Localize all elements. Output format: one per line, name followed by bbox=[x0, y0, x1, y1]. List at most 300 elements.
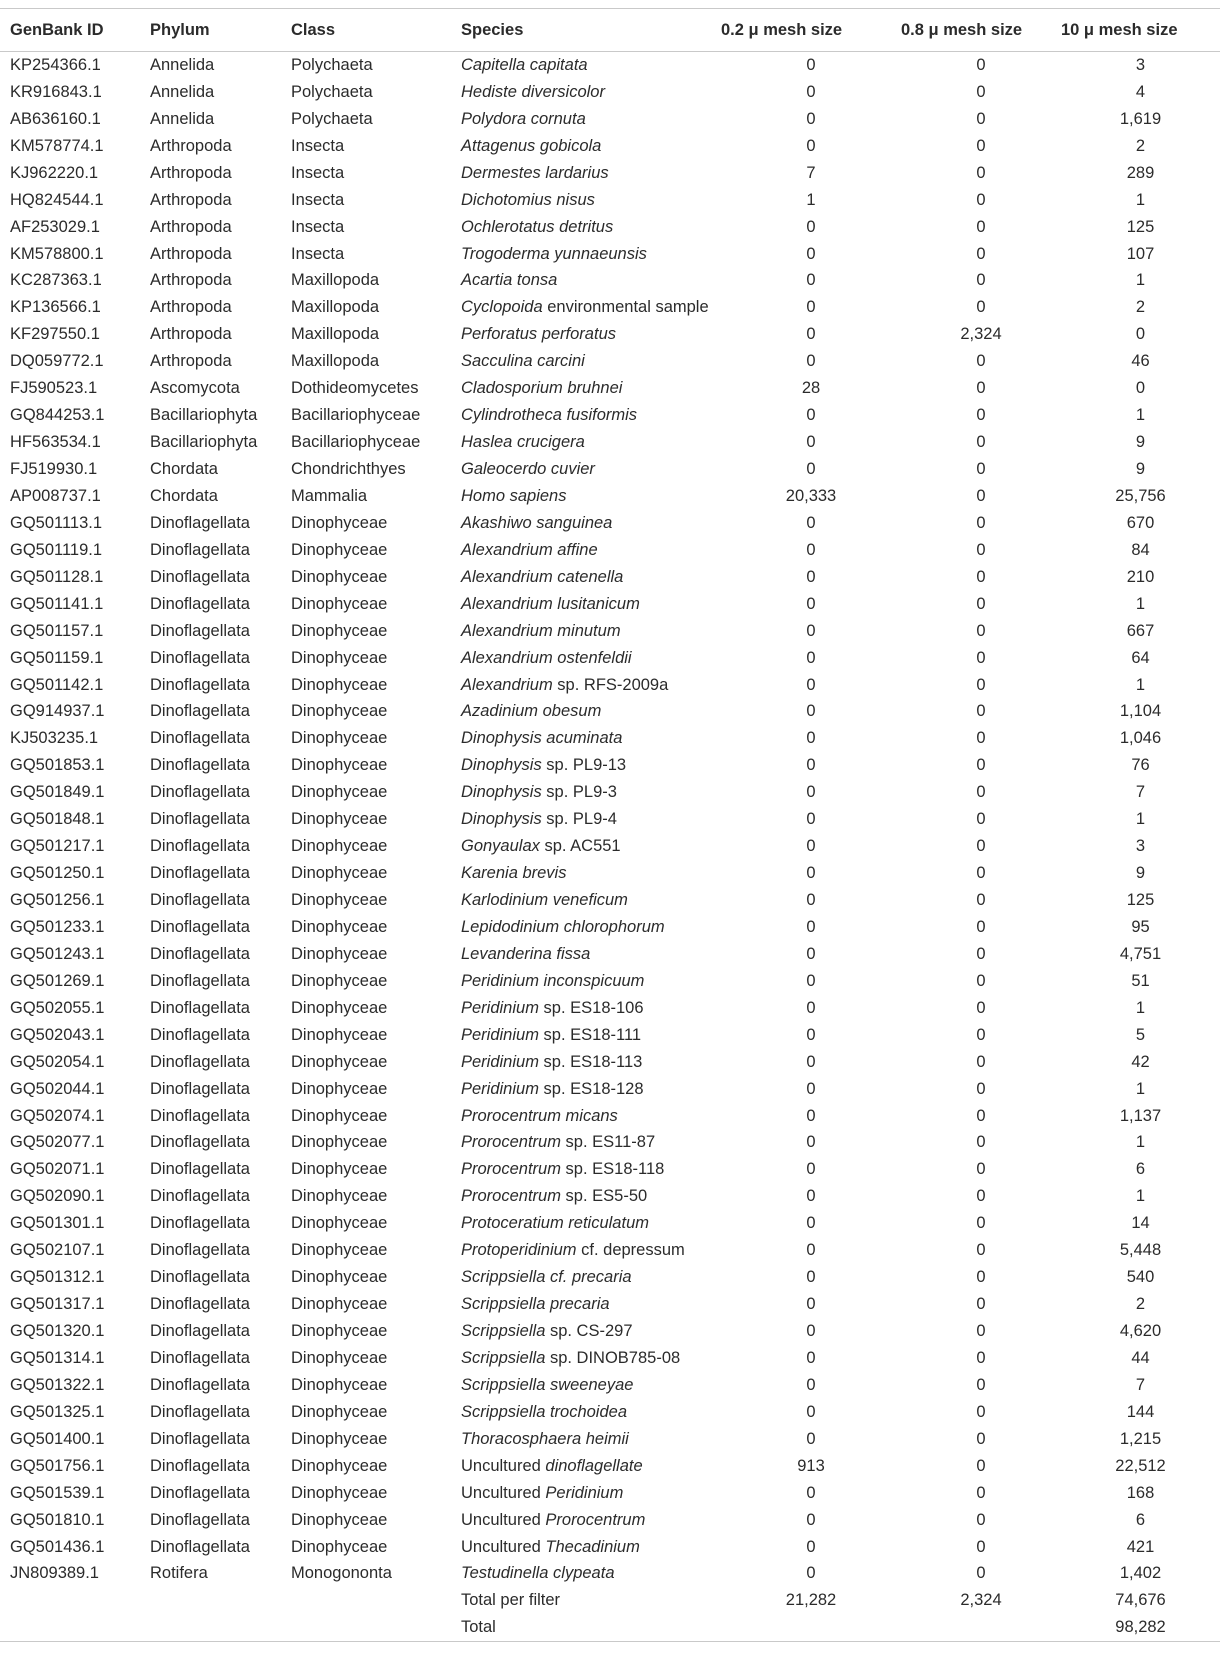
mesh-10-cell: 7 bbox=[1135, 783, 1146, 802]
genbank-id-cell: AB636160.1 bbox=[10, 109, 101, 128]
table-row bbox=[0, 160, 1220, 187]
class-cell: Dothideomycetes bbox=[291, 379, 419, 398]
mesh-0-8-cell: 0 bbox=[976, 1456, 986, 1475]
genbank-id-cell: GQ502090.1 bbox=[10, 1187, 105, 1206]
species-italic: Alexandrium minutum bbox=[461, 621, 621, 640]
mesh-0-2-cell: 0 bbox=[806, 702, 816, 721]
species-cell bbox=[461, 52, 721, 79]
genbank-id-cell: GQ501113.1 bbox=[10, 513, 103, 532]
mesh-0-8-cell: 0 bbox=[976, 621, 986, 640]
class-cell: Dinophyceae bbox=[291, 944, 388, 963]
species-italic: Cylindrotheca fusiformis bbox=[461, 406, 638, 425]
mesh-10-cell: 2 bbox=[1135, 136, 1146, 155]
species-italic: Haslea crucigera bbox=[461, 433, 585, 452]
species-italic: Scrippsiella sweeneyae bbox=[461, 1375, 634, 1394]
phylum-cell: Dinoflagellata bbox=[150, 567, 250, 586]
mesh-0-8-cell: 0 bbox=[976, 944, 986, 963]
species-italic: Akashiwo sanguinea bbox=[461, 513, 613, 532]
species-italic: Protoperidinium bbox=[461, 1241, 577, 1260]
mesh-0-2-cell: 0 bbox=[806, 783, 816, 802]
class-cell: Dinophyceae bbox=[291, 1375, 388, 1394]
class-cell: Dinophyceae bbox=[291, 1079, 388, 1098]
species-cell bbox=[461, 1534, 721, 1561]
phylum-cell: Dinoflagellata bbox=[150, 971, 250, 990]
mesh-0-2-cell: 0 bbox=[806, 567, 816, 586]
genbank-id-cell: KP136566.1 bbox=[10, 298, 101, 317]
phylum-cell: Dinoflagellata bbox=[150, 1483, 250, 1502]
class-cell: Insecta bbox=[291, 136, 345, 155]
class-cell: Dinophyceae bbox=[291, 1456, 388, 1475]
species-cell bbox=[461, 1156, 721, 1183]
genbank-id-cell: GQ502077.1 bbox=[10, 1133, 105, 1152]
mesh-10-cell: 1 bbox=[1135, 998, 1146, 1017]
mesh-0-8-cell: 2,324 bbox=[960, 325, 1002, 344]
mesh-0-2-cell: 0 bbox=[806, 217, 816, 236]
mesh-10-cell: 210 bbox=[1126, 567, 1155, 586]
class-cell: Dinophyceae bbox=[291, 702, 388, 721]
mesh-10-cell: 667 bbox=[1126, 621, 1155, 640]
phylum-cell: Dinoflagellata bbox=[150, 1537, 250, 1556]
mesh-10-cell: 125 bbox=[1126, 217, 1155, 236]
class-cell: Dinophyceae bbox=[291, 567, 388, 586]
species-cell bbox=[461, 187, 721, 214]
species-cell bbox=[461, 591, 721, 618]
phylum-cell: Annelida bbox=[150, 109, 215, 128]
mesh-10-cell: 3 bbox=[1135, 55, 1146, 74]
table-row bbox=[0, 1318, 1220, 1345]
table-row bbox=[0, 510, 1220, 537]
genbank-id-cell: GQ501250.1 bbox=[10, 864, 105, 883]
mesh-0-8-cell: 0 bbox=[976, 1160, 986, 1179]
mesh-0-8-cell: 0 bbox=[976, 1510, 986, 1529]
mesh-0-8-cell: 0 bbox=[976, 82, 986, 101]
header-class: Class bbox=[291, 9, 461, 52]
mesh-0-8-cell: 0 bbox=[976, 648, 986, 667]
phylum-cell: Dinoflagellata bbox=[150, 1375, 250, 1394]
phylum-cell: Dinoflagellata bbox=[150, 513, 250, 532]
mesh-0-2-cell: 0 bbox=[806, 244, 816, 263]
class-cell: Dinophyceae bbox=[291, 864, 388, 883]
species-cell bbox=[461, 1130, 721, 1157]
mesh-10-cell: 25,756 bbox=[1115, 486, 1166, 505]
mesh-0-8-cell: 0 bbox=[976, 271, 986, 290]
class-cell: Polychaeta bbox=[291, 55, 373, 74]
mesh-0-2-cell: 0 bbox=[806, 971, 816, 990]
species-italic: Dinophysis bbox=[461, 783, 542, 802]
genbank-id-cell: GQ501269.1 bbox=[10, 971, 105, 990]
species-cell bbox=[461, 133, 721, 160]
phylum-cell: Dinoflagellata bbox=[150, 783, 250, 802]
species-cell bbox=[461, 1318, 721, 1345]
mesh-0-2-cell: 0 bbox=[806, 298, 816, 317]
genbank-id-cell: KM578774.1 bbox=[10, 136, 104, 155]
phylum-cell: Dinoflagellata bbox=[150, 540, 250, 559]
species-italic: Peridinium inconspicuum bbox=[461, 971, 645, 990]
header-genbank-id: GenBank ID bbox=[0, 9, 150, 52]
mesh-0-2-cell: 0 bbox=[806, 1348, 816, 1367]
table-row bbox=[0, 1103, 1220, 1130]
table-row bbox=[0, 537, 1220, 564]
genbank-id-cell: GQ501256.1 bbox=[10, 891, 105, 910]
table-row bbox=[0, 456, 1220, 483]
species-italic: Polydora cornuta bbox=[461, 109, 586, 128]
genbank-id-cell: GQ501142.1 bbox=[10, 675, 104, 694]
total-mesh-10: 74,676 bbox=[1115, 1591, 1166, 1610]
phylum-cell: Dinoflagellata bbox=[150, 729, 250, 748]
phylum-cell: Arthropoda bbox=[150, 271, 232, 290]
mesh-0-2-cell: 0 bbox=[806, 729, 816, 748]
mesh-10-cell: 84 bbox=[1131, 540, 1150, 559]
phylum-cell: Dinoflagellata bbox=[150, 1322, 250, 1341]
species-cell bbox=[461, 1237, 721, 1264]
class-cell: Dinophyceae bbox=[291, 1106, 388, 1125]
species-suffix: cf. depressum bbox=[576, 1241, 685, 1260]
class-cell: Dinophyceae bbox=[291, 917, 388, 936]
mesh-0-2-cell: 0 bbox=[806, 109, 816, 128]
mesh-0-8-cell: 0 bbox=[976, 486, 986, 505]
species-cell bbox=[461, 752, 721, 779]
phylum-cell: Dinoflagellata bbox=[150, 1348, 250, 1367]
phylum-cell: Dinoflagellata bbox=[150, 1025, 250, 1044]
species-prefix: Uncultured bbox=[461, 1510, 546, 1529]
species-italic: Alexandrium lusitanicum bbox=[461, 594, 640, 613]
table-row bbox=[0, 1291, 1220, 1318]
species-italic: Dinophysis acuminata bbox=[461, 729, 623, 748]
table-row bbox=[0, 1372, 1220, 1399]
mesh-0-2-cell: 0 bbox=[806, 1402, 816, 1421]
mesh-0-8-cell: 0 bbox=[976, 1402, 986, 1421]
table-row bbox=[0, 779, 1220, 806]
species-italic: Prorocentrum bbox=[461, 1160, 561, 1179]
species-italic: Peridinium bbox=[461, 998, 539, 1017]
table-row bbox=[0, 1049, 1220, 1076]
genbank-id-cell: GQ501157.1 bbox=[10, 621, 104, 640]
species-cell bbox=[461, 1103, 721, 1130]
mesh-0-8-cell: 0 bbox=[976, 1295, 986, 1314]
class-cell: Dinophyceae bbox=[291, 1348, 388, 1367]
mesh-0-2-cell: 0 bbox=[806, 594, 816, 613]
table-row bbox=[0, 833, 1220, 860]
mesh-10-cell: 1 bbox=[1135, 271, 1146, 290]
genbank-id-cell: GQ501849.1 bbox=[10, 783, 105, 802]
genbank-id-cell: KF297550.1 bbox=[10, 325, 100, 344]
class-cell: Maxillopoda bbox=[291, 298, 380, 317]
species-cell bbox=[461, 645, 721, 672]
mesh-0-8-cell: 0 bbox=[976, 163, 986, 182]
species-italic: Protoceratium reticulatum bbox=[461, 1214, 649, 1233]
genbank-id-cell: GQ501756.1 bbox=[10, 1456, 105, 1475]
mesh-0-8-cell: 0 bbox=[976, 433, 986, 452]
species-italic: Ochlerotatus detritus bbox=[461, 217, 614, 236]
table-row bbox=[0, 1076, 1220, 1103]
mesh-10-cell: 125 bbox=[1126, 891, 1155, 910]
mesh-10-cell: 6 bbox=[1135, 1510, 1146, 1529]
genbank-id-cell: KM578800.1 bbox=[10, 244, 104, 263]
mesh-0-2-cell: 0 bbox=[806, 864, 816, 883]
genbank-id-cell: GQ501217.1 bbox=[10, 837, 105, 856]
mesh-0-8-cell: 0 bbox=[976, 1322, 986, 1341]
species-suffix: sp. ES5-50 bbox=[560, 1187, 648, 1206]
mesh-0-8-cell: 0 bbox=[976, 1375, 986, 1394]
class-cell: Dinophyceae bbox=[291, 729, 388, 748]
species-italic: Thecadinium bbox=[545, 1537, 640, 1556]
species-italic: Hediste diversicolor bbox=[461, 82, 605, 101]
mesh-0-2-cell: 0 bbox=[806, 540, 816, 559]
mesh-0-2-cell: 0 bbox=[806, 1295, 816, 1314]
mesh-10-cell: 289 bbox=[1126, 163, 1155, 182]
species-cell bbox=[461, 1372, 721, 1399]
class-cell: Dinophyceae bbox=[291, 540, 388, 559]
header-phylum: Phylum bbox=[150, 9, 291, 52]
species-cell bbox=[461, 887, 721, 914]
mesh-10-cell: 1,619 bbox=[1119, 109, 1162, 128]
phylum-cell: Dinoflagellata bbox=[150, 1187, 250, 1206]
phylum-cell: Dinoflagellata bbox=[150, 1268, 250, 1287]
mesh-0-2-cell: 0 bbox=[806, 406, 816, 425]
species-suffix: sp. ES11-87 bbox=[560, 1133, 656, 1152]
table-row bbox=[0, 133, 1220, 160]
table-row bbox=[0, 79, 1220, 106]
table-row bbox=[0, 106, 1220, 133]
genbank-id-cell: AF253029.1 bbox=[10, 217, 100, 236]
total-row bbox=[0, 1587, 1220, 1614]
mesh-10-cell: 1,046 bbox=[1119, 729, 1162, 748]
species-italic: Cyclopoida bbox=[461, 298, 543, 317]
genbank-id-cell: GQ502044.1 bbox=[10, 1079, 105, 1098]
mesh-0-8-cell: 0 bbox=[976, 1106, 986, 1125]
mesh-0-8-cell: 0 bbox=[976, 864, 986, 883]
mesh-10-cell: 1 bbox=[1135, 675, 1146, 694]
genbank-id-cell: GQ501539.1 bbox=[10, 1483, 105, 1502]
species-suffix: sp. PL9-3 bbox=[541, 783, 617, 802]
mesh-0-8-cell: 0 bbox=[976, 379, 986, 398]
genbank-id-cell: GQ501322.1 bbox=[10, 1375, 105, 1394]
mesh-0-2-cell: 0 bbox=[806, 55, 816, 74]
species-cell bbox=[461, 79, 721, 106]
genbank-id-cell: GQ501128.1 bbox=[10, 567, 104, 586]
class-cell: Dinophyceae bbox=[291, 971, 388, 990]
phylum-cell: Dinoflagellata bbox=[150, 864, 250, 883]
genbank-id-cell: KP254366.1 bbox=[10, 55, 101, 74]
class-cell: Maxillopoda bbox=[291, 271, 380, 290]
mesh-0-2-cell: 0 bbox=[806, 1106, 816, 1125]
mesh-10-cell: 22,512 bbox=[1115, 1456, 1166, 1475]
phylum-cell: Chordata bbox=[150, 486, 218, 505]
class-cell: Dinophyceae bbox=[291, 1402, 388, 1421]
mesh-0-8-cell: 0 bbox=[976, 1537, 986, 1556]
table-row bbox=[0, 941, 1220, 968]
mesh-0-2-cell: 0 bbox=[806, 837, 816, 856]
table-row bbox=[0, 672, 1220, 699]
species-suffix: sp. ES18-113 bbox=[538, 1052, 643, 1071]
mesh-10-cell: 76 bbox=[1131, 756, 1150, 775]
mesh-0-8-cell: 0 bbox=[976, 1241, 986, 1260]
mesh-10-cell: 51 bbox=[1131, 971, 1150, 990]
species-cell bbox=[461, 995, 721, 1022]
phylum-cell: Dinoflagellata bbox=[150, 675, 250, 694]
mesh-0-2-cell: 0 bbox=[806, 82, 816, 101]
genbank-id-cell: GQ501436.1 bbox=[10, 1537, 105, 1556]
mesh-0-2-cell: 0 bbox=[806, 998, 816, 1017]
mesh-10-cell: 144 bbox=[1126, 1402, 1155, 1421]
class-cell: Dinophyceae bbox=[291, 1268, 388, 1287]
table-row bbox=[0, 1264, 1220, 1291]
genbank-id-cell: GQ502071.1 bbox=[10, 1160, 105, 1179]
phylum-cell: Arthropoda bbox=[150, 298, 232, 317]
header-mesh-10: 10 μ mesh size bbox=[1061, 9, 1220, 52]
mesh-0-2-cell: 0 bbox=[806, 810, 816, 829]
genbank-id-cell: AP008737.1 bbox=[10, 486, 101, 505]
species-cell bbox=[461, 1561, 721, 1588]
total-mesh-0-2 bbox=[721, 1614, 901, 1641]
table-row bbox=[0, 348, 1220, 375]
table-row bbox=[0, 1130, 1220, 1157]
species-suffix: cf. precaria bbox=[545, 1268, 632, 1287]
species-cell bbox=[461, 214, 721, 241]
genbank-id-cell: GQ502054.1 bbox=[10, 1052, 105, 1071]
mesh-0-2-cell: 28 bbox=[801, 379, 821, 398]
table-row bbox=[0, 1453, 1220, 1480]
species-cell bbox=[461, 429, 721, 456]
species-cell bbox=[461, 699, 721, 726]
class-cell: Dinophyceae bbox=[291, 1052, 388, 1071]
mesh-0-2-cell: 1 bbox=[806, 190, 816, 209]
phylum-cell: Dinoflagellata bbox=[150, 648, 250, 667]
species-italic: Sacculina carcini bbox=[461, 352, 585, 371]
genbank-id-cell: GQ501314.1 bbox=[10, 1348, 105, 1367]
species-cell bbox=[461, 1264, 721, 1291]
mesh-0-8-cell: 0 bbox=[976, 190, 986, 209]
class-cell: Polychaeta bbox=[291, 82, 373, 101]
species-cell bbox=[461, 1183, 721, 1210]
species-italic: Dermestes lardarius bbox=[461, 163, 609, 182]
species-prefix: Uncultured bbox=[461, 1483, 546, 1502]
mesh-0-8-cell: 0 bbox=[976, 891, 986, 910]
mesh-10-cell: 9 bbox=[1135, 433, 1146, 452]
phylum-cell: Dinoflagellata bbox=[150, 1106, 250, 1125]
genbank-id-cell: GQ501320.1 bbox=[10, 1322, 105, 1341]
phylum-cell: Chordata bbox=[150, 460, 218, 479]
genbank-id-cell: KJ503235.1 bbox=[10, 729, 99, 748]
phylum-cell: Dinoflagellata bbox=[150, 756, 250, 775]
phylum-cell: Dinoflagellata bbox=[150, 1160, 250, 1179]
genbank-id-cell: DQ059772.1 bbox=[10, 352, 104, 371]
species-suffix: environmental sample bbox=[542, 298, 709, 317]
table-row bbox=[0, 860, 1220, 887]
phylum-cell: Dinoflagellata bbox=[150, 1429, 250, 1448]
table-row bbox=[0, 591, 1220, 618]
total-mesh-0-8 bbox=[901, 1614, 1061, 1641]
mesh-0-8-cell: 0 bbox=[976, 1214, 986, 1233]
species-suffix: sp. ES18-118 bbox=[560, 1160, 665, 1179]
mesh-0-8-cell: 0 bbox=[976, 136, 986, 155]
mesh-0-2-cell: 0 bbox=[806, 1322, 816, 1341]
class-cell: Dinophyceae bbox=[291, 1429, 388, 1448]
table-row bbox=[0, 564, 1220, 591]
mesh-0-8-cell: 0 bbox=[976, 675, 986, 694]
mesh-0-2-cell: 0 bbox=[806, 1483, 816, 1502]
mesh-0-8-cell: 0 bbox=[976, 837, 986, 856]
mesh-0-2-cell: 0 bbox=[806, 325, 816, 344]
species-cell bbox=[461, 618, 721, 645]
mesh-0-2-cell: 0 bbox=[806, 944, 816, 963]
species-suffix: sp. ES18-111 bbox=[538, 1025, 642, 1044]
species-suffix: sp. PL9-4 bbox=[541, 810, 617, 829]
genbank-id-cell: FJ590523.1 bbox=[10, 379, 98, 398]
genbank-id-cell: GQ501301.1 bbox=[10, 1214, 105, 1233]
mesh-0-8-cell: 0 bbox=[976, 460, 986, 479]
table-row bbox=[0, 1022, 1220, 1049]
mesh-10-cell: 95 bbox=[1131, 917, 1150, 936]
mesh-10-cell: 1 bbox=[1135, 1079, 1146, 1098]
table-row bbox=[0, 294, 1220, 321]
mesh-0-8-cell: 0 bbox=[976, 729, 986, 748]
mesh-0-2-cell: 0 bbox=[806, 1268, 816, 1287]
mesh-10-cell: 1 bbox=[1135, 190, 1146, 209]
mesh-10-cell: 2 bbox=[1135, 298, 1146, 317]
species-cell bbox=[461, 914, 721, 941]
class-cell: Dinophyceae bbox=[291, 783, 388, 802]
species-italic: Peridinium bbox=[461, 1052, 539, 1071]
class-cell: Mammalia bbox=[291, 486, 368, 505]
class-cell: Chondrichthyes bbox=[291, 460, 406, 479]
species-italic: Karlodinium veneficum bbox=[461, 891, 628, 910]
phylum-cell: Arthropoda bbox=[150, 136, 232, 155]
mesh-10-cell: 9 bbox=[1135, 864, 1146, 883]
mesh-10-cell: 1 bbox=[1135, 594, 1146, 613]
table-row bbox=[0, 968, 1220, 995]
species-cell bbox=[461, 1480, 721, 1507]
mesh-0-2-cell: 0 bbox=[806, 1052, 816, 1071]
mesh-10-cell: 5 bbox=[1135, 1025, 1146, 1044]
class-cell: Monogononta bbox=[291, 1564, 392, 1583]
table-row bbox=[0, 618, 1220, 645]
phylum-cell: Dinoflagellata bbox=[150, 1133, 250, 1152]
class-cell: Dinophyceae bbox=[291, 648, 388, 667]
species-italic: Scrippsiella bbox=[461, 1268, 546, 1287]
species-cell bbox=[461, 483, 721, 510]
phylum-cell: Dinoflagellata bbox=[150, 702, 250, 721]
mesh-0-2-cell: 0 bbox=[806, 460, 816, 479]
table-row bbox=[0, 887, 1220, 914]
genbank-id-cell: GQ501119.1 bbox=[10, 540, 103, 559]
table-row bbox=[0, 1183, 1220, 1210]
species-italic: Galeocerdo cuvier bbox=[461, 460, 595, 479]
class-cell: Bacillariophyceae bbox=[291, 406, 421, 425]
phylum-cell: Dinoflagellata bbox=[150, 1456, 250, 1475]
class-cell: Insecta bbox=[291, 217, 345, 236]
mesh-10-cell: 168 bbox=[1126, 1483, 1155, 1502]
mesh-0-8-cell: 0 bbox=[976, 594, 986, 613]
species-italic: Acartia tonsa bbox=[461, 271, 558, 290]
mesh-0-8-cell: 0 bbox=[976, 917, 986, 936]
mesh-0-8-cell: 0 bbox=[976, 244, 986, 263]
table-row bbox=[0, 752, 1220, 779]
mesh-10-cell: 1,104 bbox=[1119, 702, 1162, 721]
species-italic: Thoracosphaera heimii bbox=[461, 1429, 629, 1448]
species-italic: Attagenus gobicola bbox=[461, 136, 602, 155]
mesh-0-2-cell: 0 bbox=[806, 675, 816, 694]
genbank-id-cell: GQ501159.1 bbox=[10, 648, 104, 667]
mesh-0-8-cell: 0 bbox=[976, 55, 986, 74]
species-suffix: sp. DINOB785-08 bbox=[545, 1348, 681, 1367]
species-italic: dinoflagellate bbox=[545, 1456, 643, 1475]
genbank-id-cell: GQ502043.1 bbox=[10, 1025, 105, 1044]
total-mesh-0-2: 21,282 bbox=[785, 1591, 837, 1610]
mesh-10-cell: 64 bbox=[1131, 648, 1150, 667]
genbank-id-cell: GQ501317.1 bbox=[10, 1295, 105, 1314]
table-row bbox=[0, 483, 1220, 510]
